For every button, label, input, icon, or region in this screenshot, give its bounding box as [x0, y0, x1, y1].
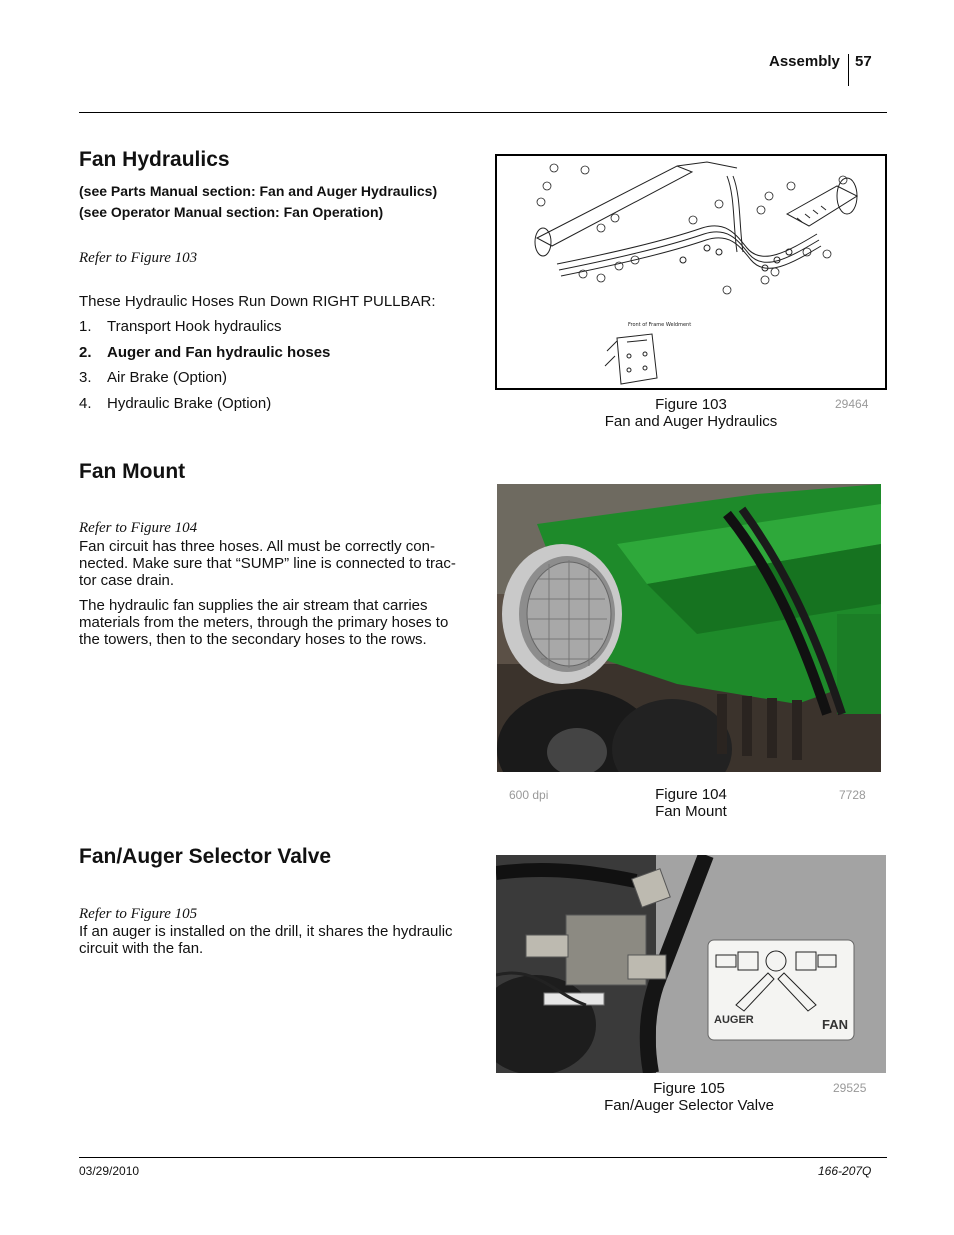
figure-104-dpi: 600 dpi: [509, 788, 549, 802]
figure-103-number: Figure 103: [655, 396, 727, 413]
parts-manual-ref: (see Parts Manual section: Fan and Auger Hydraulics): [79, 183, 438, 199]
selector-valve-paragraph: If an auger is installed on the drill, it shares the hydraulic circuit with the fan.: [79, 923, 453, 957]
list-item: 1. Transport Hook hydraulics: [79, 318, 282, 335]
operator-manual-ref: (see Operator Manual section: Fan Operation): [79, 204, 384, 220]
footer-rule: [79, 1157, 887, 1158]
page-number: 57: [855, 53, 872, 70]
footer-date: 03/29/2010: [79, 1164, 140, 1178]
refer-figure-105: Refer to Figure 105: [79, 906, 198, 922]
figure-104-title: Fan Mount: [655, 803, 727, 820]
figure-104-caption: [591, 786, 791, 820]
list-item: 3. Air Brake (Option): [79, 369, 228, 386]
figure-105-caption: [589, 1080, 789, 1114]
figure-103-caption: [591, 396, 791, 430]
hoses-list: [79, 318, 459, 420]
figure-105-photo: [496, 855, 886, 1073]
refer-figure-103: Refer to Figure 103: [79, 250, 198, 266]
footer-doc-number: 166-207Q: [818, 1164, 872, 1178]
figure-104-number: Figure 104: [655, 786, 727, 803]
decal-auger-label: AUGER: [714, 1014, 754, 1026]
list-item: 4. Hydraulic Brake (Option): [79, 394, 272, 412]
decal-fan-label: FAN: [822, 1017, 848, 1032]
figure-103-title: Fan and Auger Hydraulics: [604, 413, 778, 430]
figure-103-id: 29464: [835, 397, 869, 411]
refer-figure-104: Refer to Figure 104: [79, 520, 198, 536]
header-rule: [79, 112, 887, 113]
list-item: 2. Auger and Fan hydraulic hoses: [79, 343, 331, 361]
fan-mount-paragraph-2: The hydraulic fan supplies the air stream that carries materials from the meters, through the primary hoses to the towers, then to the secondary hoses to the rows.: [79, 597, 449, 648]
fan-mount-heading: Fan Mount: [79, 460, 186, 483]
figure-105-id: 29525: [833, 1081, 867, 1095]
hydraulics-schematic: [497, 156, 885, 388]
figure-105-number: Figure 105: [653, 1080, 725, 1097]
fan-hydraulics-heading: Fan Hydraulics: [79, 148, 230, 171]
figure-104-id: 7728: [839, 788, 866, 802]
inset-label: Front of Frame Weldment: [628, 322, 692, 328]
header-section-title: Assembly: [769, 53, 840, 70]
figure-104-photo: [497, 484, 881, 772]
fan-mount-paragraph-1: Fan circuit has three hoses. All must be correctly con- nected. Make sure that “SUMP” line is connected to trac- tor case drain.: [79, 538, 456, 589]
selector-valve-heading: Fan/Auger Selector Valve: [79, 845, 332, 868]
figure-105-title: Fan/Auger Selector Valve: [604, 1097, 774, 1114]
header-divider: [848, 54, 849, 86]
hoses-intro: These Hydraulic Hoses Run Down RIGHT PULLBAR:: [79, 293, 436, 310]
figure-103-diagram: [495, 154, 887, 390]
